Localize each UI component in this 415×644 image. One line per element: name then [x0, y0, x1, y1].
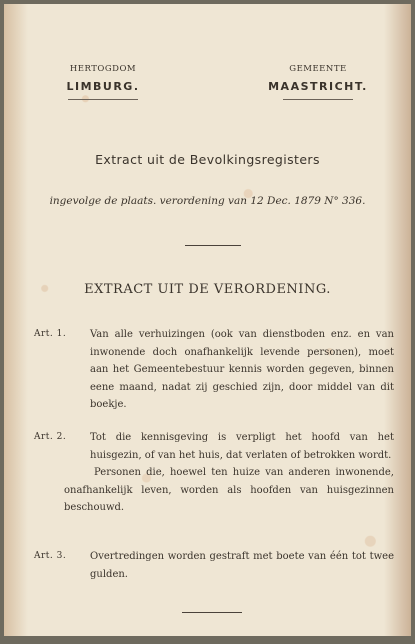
section-heading: EXTRACT UIT DE VERORDENING. [84, 282, 331, 297]
article-1 [34, 326, 394, 414]
article-text: Overtredingen worden gestraft met boete van één tot twee gulden. [90, 551, 394, 580]
header-left-rule [68, 99, 138, 100]
header-left [48, 64, 158, 100]
province-label: HERTOGDOM [69, 64, 137, 74]
header-right-rule [283, 99, 353, 100]
document-page [4, 4, 411, 636]
article-label: Art. 3. [34, 551, 67, 561]
province-name: LIMBURG. [66, 80, 140, 93]
footer-divider-line [182, 612, 242, 613]
article-3 [34, 548, 394, 583]
article-text: Van alle verhuizingen (ook van dienstboden enz. en van inwonende doch onafhankelijk levende personen), moet aan het Gemeentebestuur kennis worden gegeven, binnen eene maand, nadat zij geschied zijn, door middel van dit boekje. [90, 329, 394, 410]
article-text-continued: Personen die, hoewel ten huize van anderen inwonende, onafhankelijk leven, worden als hoofden van huisgezinnen beschouwd. [64, 467, 394, 513]
municipality-name: MAASTRICHT. [268, 80, 368, 93]
article-text: Tot die kennisgeving is verpligt het hoofd van het huisgezin, of van het huis, dat verlaten of betrokken wordt. [90, 432, 394, 461]
article-label: Art. 2. [34, 432, 67, 442]
municipality-label: GEMEENTE [289, 64, 347, 74]
header-right [253, 64, 383, 100]
document-subtitle: ingevolge de plaats. verordening van 12 Dec. 1879 N° 336. [49, 195, 366, 207]
document-title: Extract uit de Bevolkingsregisters [95, 152, 320, 167]
article-label: Art. 1. [34, 329, 67, 339]
article-2 [34, 429, 394, 517]
divider-line [185, 245, 241, 246]
